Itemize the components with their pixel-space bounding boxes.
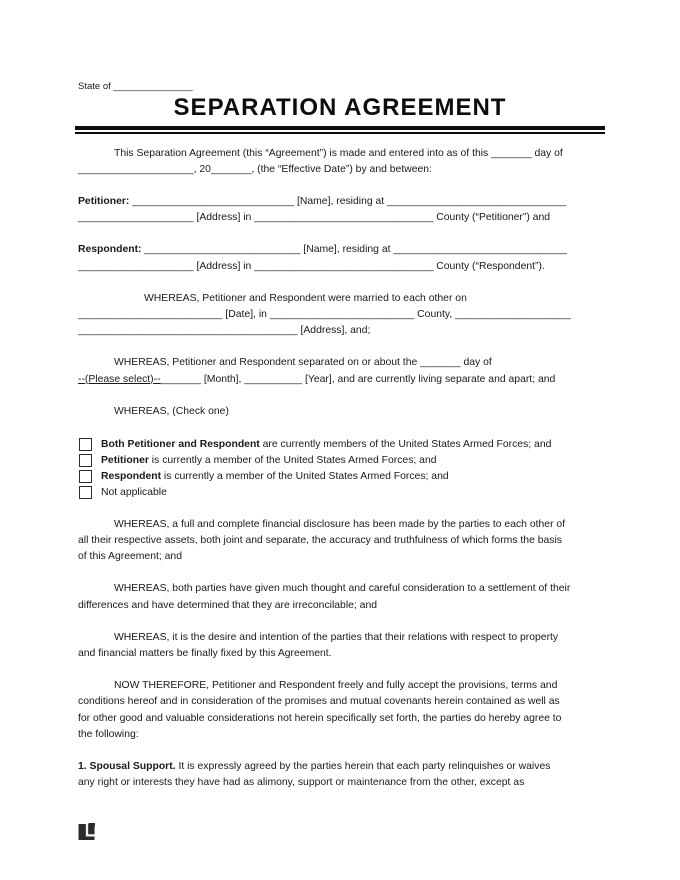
paragraph-whereas-financial: [78, 517, 602, 566]
doc-line: [78, 678, 602, 694]
text-run: _______ [Month], __________ [Year], and are currently living separate and apart; and: [160, 373, 556, 385]
check-item-petitioner: [78, 452, 602, 468]
doc-line: [78, 775, 602, 791]
doc-line: [78, 194, 602, 210]
doc-line: [78, 404, 602, 420]
text-run: ___________________________ [Name], residing at ______________________________: [141, 244, 567, 256]
checkbox-label-respondent: Respondent is currently a member of the United States Armed Forces; and: [101, 470, 449, 482]
paragraph-spousal-support: [78, 759, 602, 791]
checkbox-label-not-applicable: Not applicable: [101, 487, 167, 499]
state-of-blank: _______________: [110, 81, 193, 92]
paragraph-respondent: [78, 242, 602, 274]
check-item-not-applicable: [78, 485, 602, 501]
text-run: WHEREAS, it is the desire and intention of the parties that their relations with respect to property: [114, 631, 559, 643]
doc-line: [78, 517, 602, 533]
text-run: WHEREAS, (Check one): [114, 405, 229, 417]
doc-line: [78, 727, 602, 743]
month-select-placeholder[interactable]: --(Please select)--: [78, 373, 161, 385]
state-of-label: State of: [78, 81, 111, 92]
document-content: [78, 0, 602, 807]
paragraph-whereas-check-one: [78, 404, 602, 420]
doc-line: [78, 210, 602, 226]
text-run: 1. Spousal Support.: [78, 760, 176, 772]
paragraph-whereas-married: [78, 291, 602, 340]
doc-line: [78, 759, 602, 775]
text-run: Petitioner:: [78, 195, 130, 207]
doc-line: [78, 533, 602, 549]
doc-line: [78, 646, 602, 662]
document-body: [78, 146, 602, 792]
text-run: conditions hereof and in consideration of the promises and mutual covenants herein contained as well as: [78, 696, 560, 708]
doc-line: [78, 372, 602, 388]
text-run: any right or interests they have had as alimony, support or maintenance from the other, except as: [78, 777, 525, 789]
checkbox-label-bold: Petitioner: [101, 454, 149, 466]
text-run: WHEREAS, Petitioner and Respondent separated on or about the _______ day of: [114, 357, 492, 369]
paragraph-whereas-settlement: [78, 581, 602, 613]
checkbox-both[interactable]: [79, 438, 92, 451]
doc-line: [78, 355, 602, 371]
doc-line: [78, 711, 602, 727]
text-run: and financial matters be finally fixed by this Agreement.: [78, 647, 332, 659]
page-title: SEPARATION AGREEMENT: [173, 94, 507, 121]
checkbox-label-bold: Both Petitioner and Respondent: [101, 438, 260, 450]
doc-line: [78, 598, 602, 614]
check-item-respondent: [78, 468, 602, 484]
doc-line: [78, 259, 602, 275]
paragraph-petitioner: [78, 194, 602, 226]
state-of-line: [78, 80, 602, 93]
check-item-both: [78, 436, 602, 452]
doc-line: [78, 630, 602, 646]
text-run: WHEREAS, Petitioner and Respondent were married to each other on: [144, 292, 467, 304]
doc-line: [78, 146, 602, 162]
text-run: for other good and valuable considerations not herein specifically set forth, the parties do hereby agree to: [78, 712, 562, 724]
paragraph-now-therefore: [78, 678, 602, 743]
text-run: ____________________ [Address] in _______________________________ County (“Petitioner”) and: [78, 212, 551, 224]
text-run: This Separation Agreement (this “Agreement”) is made and entered into as of this _______ day of: [114, 147, 563, 159]
text-run: Respondent:: [78, 244, 142, 256]
doc-line: [78, 162, 602, 178]
text-run: the following:: [78, 728, 139, 740]
paragraph-intro: [78, 146, 602, 178]
text-run: all their respective assets, both joint and separate, the accuracy and truthfulness of which forms the basis: [78, 534, 562, 546]
checkbox-label-bold: Respondent: [101, 470, 162, 482]
paragraph-military-status: [78, 436, 602, 501]
title-divider-rule: [75, 126, 605, 134]
text-run: differences and have determined that they are irreconcilable; and: [78, 599, 378, 611]
paragraph-whereas-separated: [78, 355, 602, 387]
checkbox-label-petitioner: Petitioner is currently a member of the United States Armed Forces; and: [101, 454, 437, 466]
checkbox-not-applicable[interactable]: [79, 486, 92, 499]
text-run: NOW THEREFORE, Petitioner and Respondent freely and fully accept the provisions, terms and: [114, 680, 558, 692]
doc-line: [78, 307, 602, 323]
checkbox-respondent[interactable]: [79, 470, 92, 483]
checkbox-label-both: Both Petitioner and Respondent are currently members of the United States Armed Forces; and: [101, 438, 552, 450]
text-run: ____________________ [Address] in _______________________________ County (“Respondent”).: [78, 260, 545, 272]
paragraph-whereas-intent: [78, 630, 602, 662]
text-run: WHEREAS, a full and complete financial disclosure has been made by the parties to each other of: [114, 518, 566, 530]
checkbox-petitioner[interactable]: [79, 454, 92, 467]
doc-line: [78, 581, 602, 597]
text-run: ______________________________________ [Address], and;: [78, 325, 371, 337]
doc-line: [78, 694, 602, 710]
text-run: ____________________________ [Name], residing at _______________________________: [129, 195, 567, 207]
text-run: ____________________, 20_______, (the “Effective Date”) by and between:: [78, 163, 432, 175]
legal-templates-logo-icon: [78, 823, 96, 841]
text-run: _________________________ [Date], in _________________________ County, ____________________: [78, 308, 571, 320]
doc-line: [78, 242, 602, 258]
text-run: of this Agreement; and: [78, 551, 182, 563]
text-run: WHEREAS, both parties have given much thought and careful consideration to a settlement of their: [114, 583, 571, 595]
doc-line: [78, 291, 602, 307]
doc-line: [78, 549, 602, 565]
doc-line: [78, 323, 602, 339]
text-run: It is expressly agreed by the parties herein that each party relinquishes or waives: [175, 760, 551, 772]
